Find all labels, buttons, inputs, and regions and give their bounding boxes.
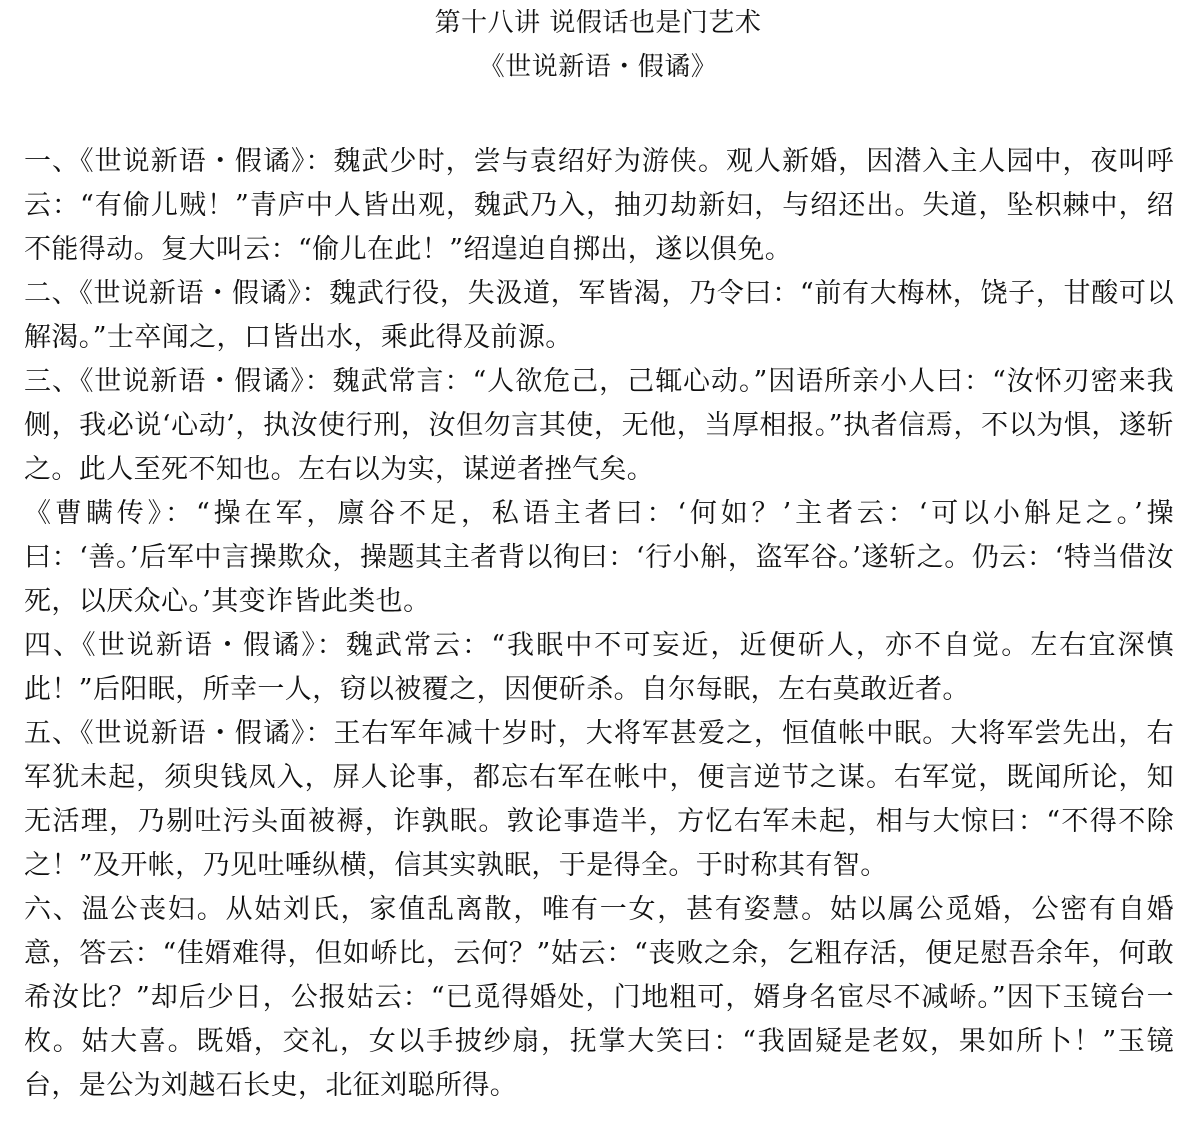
paragraph-1: 一、《世说新语・假谲》：魏武少时，尝与袁绍好为游侠。观人新婚，因潜入主人园中，夜叫呼云：“有偷儿贼！”青庐中人皆出观，魏武乃入，抽刃劫新妇，与绍还出。失道，坠枳棘中，绍不能得动。复大叫云：“偷儿在此！”绍遑迫自掷出，遂以俱免。 xyxy=(24,146,1174,265)
paragraph-2: 二、《世说新语・假谲》：魏武行役，失汲道，军皆渴，乃令曰：“前有大梅林，饶子，甘酸可以解渴。”士卒闻之，口皆出水，乘此得及前源。 xyxy=(24,278,1174,353)
paragraph-cao-man-zhuan: 《曹瞒传》：“操在军，廪谷不足，私语主者曰：‘何如？’主者云：‘可以小斛足之。’操曰：‘善。’后军中言操欺众，操题其主者背以徇曰：‘行小斛，盗军谷。’遂斩之。仍云：‘特当借汝死，以厌众心。’其变诈皆此类也。 xyxy=(24,498,1174,617)
document-subtitle: 《世说新语・假谲》 xyxy=(478,52,718,82)
document-title: 第十八讲 说假话也是门艺术 xyxy=(434,8,762,38)
document-body xyxy=(24,140,1174,1108)
paragraph-5: 五、《世说新语・假谲》：王右军年减十岁时，大将军甚爱之，恒值帐中眠。大将军尝先出，右军犹未起，须臾钱凤入，屏人论事，都忘右军在帐中，便言逆节之谋。右军觉，既闻所论，知无活理，乃剔吐污头面被褥，诈孰眠。敦论事造半，方忆右军未起，相与大惊曰：“不得不除之！”及开帐，乃见吐唾纵横，信其实孰眠，于是得全。于时称其有智。 xyxy=(24,718,1174,881)
paragraph-6: 六、温公丧妇。从姑刘氏，家值乱离散，唯有一女，甚有姿慧。姑以属公觅婚，公密有自婚意，答云：“佳婿难得，但如峤比，云何？”姑云：“丧败之余，乞粗存活，便足慰吾余年，何敢希汝比？”却后少日，公报姑云：“已觅得婚处，门地粗可，婿身名宦尽不减峤。”因下玉镜台一枚。姑大喜。既婚，交礼，女以手披纱扇，抚掌大笑曰：“我固疑是老奴，果如所卜！”玉镜台，是公为刘越石长史，北征刘聪所得。 xyxy=(24,894,1174,1101)
paragraph-3: 三、《世说新语・假谲》：魏武常言：“人欲危己，己辄心动。”因语所亲小人曰：“汝怀刃密来我侧，我必说‘心动’，执汝使行刑，汝但勿言其使，无他，当厚相报。”执者信焉，不以为惧，遂斩之。此人至死不知也。左右以为实，谋逆者挫气矣。 xyxy=(24,366,1174,485)
paragraph-4: 四、《世说新语・假谲》：魏武常云：“我眠中不可妄近，近便斫人，亦不自觉。左右宜深慎此！”后阳眠，所幸一人，窃以被覆之，因便斫杀。自尔每眠，左右莫敢近者。 xyxy=(24,630,1174,705)
